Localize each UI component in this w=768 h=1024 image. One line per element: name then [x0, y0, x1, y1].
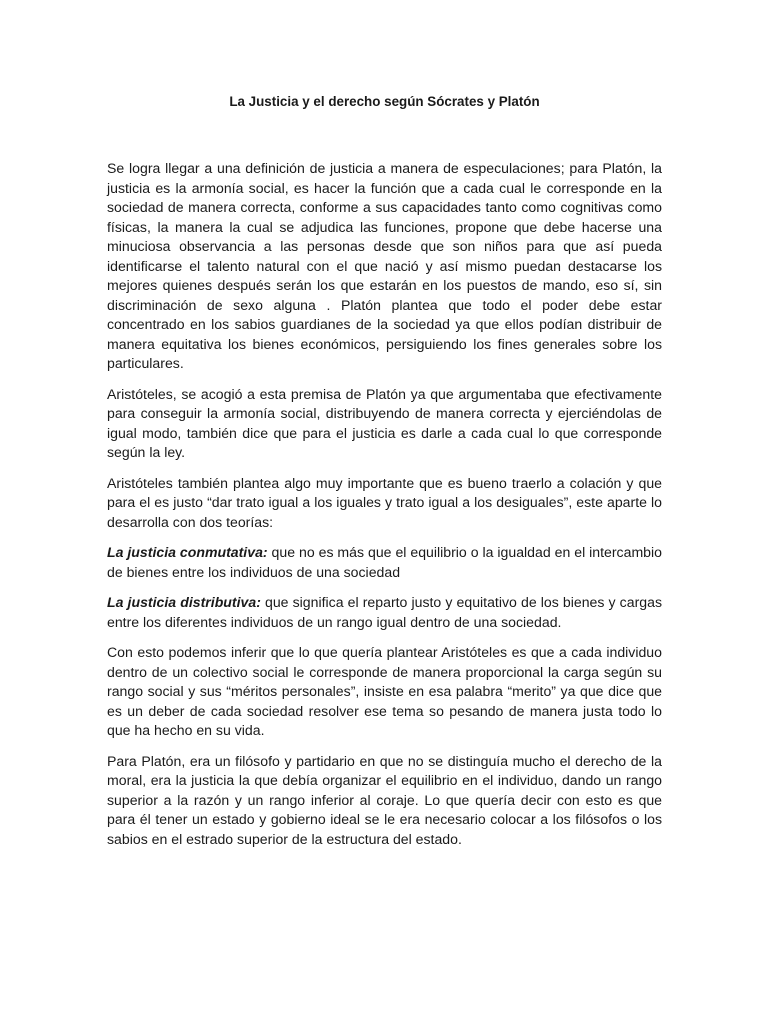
term-justicia-distributiva: La justicia distributiva:	[107, 594, 261, 610]
paragraph-text: Con esto podemos inferir que lo que quería plantear Aristóteles es que a cada individuo dentro de un colectivo social le corresponde de manera proporcional la carga según su rango social y sus “méritos personales”, insiste en esa palabra “merito” ya que dice que es un deber de cada sociedad resolver ese tema so pesando de manera justa todo lo que ha hecho en su vida.	[107, 644, 662, 738]
paragraph-text: que no es más que el equilibrio o la igualdad en el intercambio de bienes entre los individuos de una sociedad	[107, 544, 662, 580]
paragraph-platon-derecho-moral	[107, 752, 662, 850]
paragraph-text: Se logra llegar a una definición de justicia a manera de especulaciones; para Platón, la justicia es la armonía social, es hacer la función que a cada cual le corresponde en la sociedad de manera correcta, conforme a sus capacidades tanto como cognitivas como físicas, la manera la cual se adjudica las funciones, propone que debe hacerse una minuciosa observancia a las personas desde que son niños para que así pueda identificarse el talento natural con el que nació y así mismo puedan destacarse los mejores quienes después serán los que estarán en los puestos de mando, eso sí, sin discriminación de sexo alguna . Platón plantea que todo el poder debe estar concentrado en los sabios guardianes de la sociedad ya que ellos podían distribuir de manera equitativa los bienes económicos, persiguiendo los fines generales sobre los particulares.	[107, 160, 662, 371]
term-justicia-conmutativa: La justicia conmutativa:	[107, 544, 268, 560]
paragraph-justicia-conmutativa	[107, 543, 662, 582]
paragraph-aristoteles-teorias	[107, 474, 662, 533]
paragraph-text: Aristóteles, se acogió a esta premisa de Platón ya que argumentaba que efectivamente para conseguir la armonía social, distribuyendo de manera correcta y ejerciéndolas de igual modo, también dice que para el justicia es darle a cada cual lo que corresponde según la ley.	[107, 385, 662, 460]
document-title: La Justicia y el derecho según Sócrates y Platón	[229, 94, 540, 109]
paragraph-text: que significa el reparto justo y equitativo de los bienes y cargas entre los diferentes individuos de un rango igual dentro de una sociedad.	[107, 594, 662, 630]
paragraph-text: Aristóteles también plantea algo muy importante que es bueno traerlo a colación y que para el es justo “dar trato igual a los iguales y trato igual a los desiguales”, este aparte lo desarrolla con dos teorías:	[107, 474, 662, 530]
paragraph-aristoteles-premisa	[107, 385, 662, 463]
paragraph-platon-justicia	[107, 159, 662, 374]
paragraph-meritos-personales	[107, 643, 662, 741]
paragraph-text: Para Platón, era un filósofo y partidario en que no se distinguía mucho el derecho de la moral, era la justicia la que debía organizar el equilibrio en el individuo, dando un rango superior a la razón y un rango inferior al coraje. Lo que quería decir con esto es que para él tener un estado y gobierno ideal se le era necesario colocar a los filósofos o los sabios en el estrado superior de la estructura del estado.	[107, 752, 662, 847]
paragraph-justicia-distributiva	[107, 593, 662, 632]
